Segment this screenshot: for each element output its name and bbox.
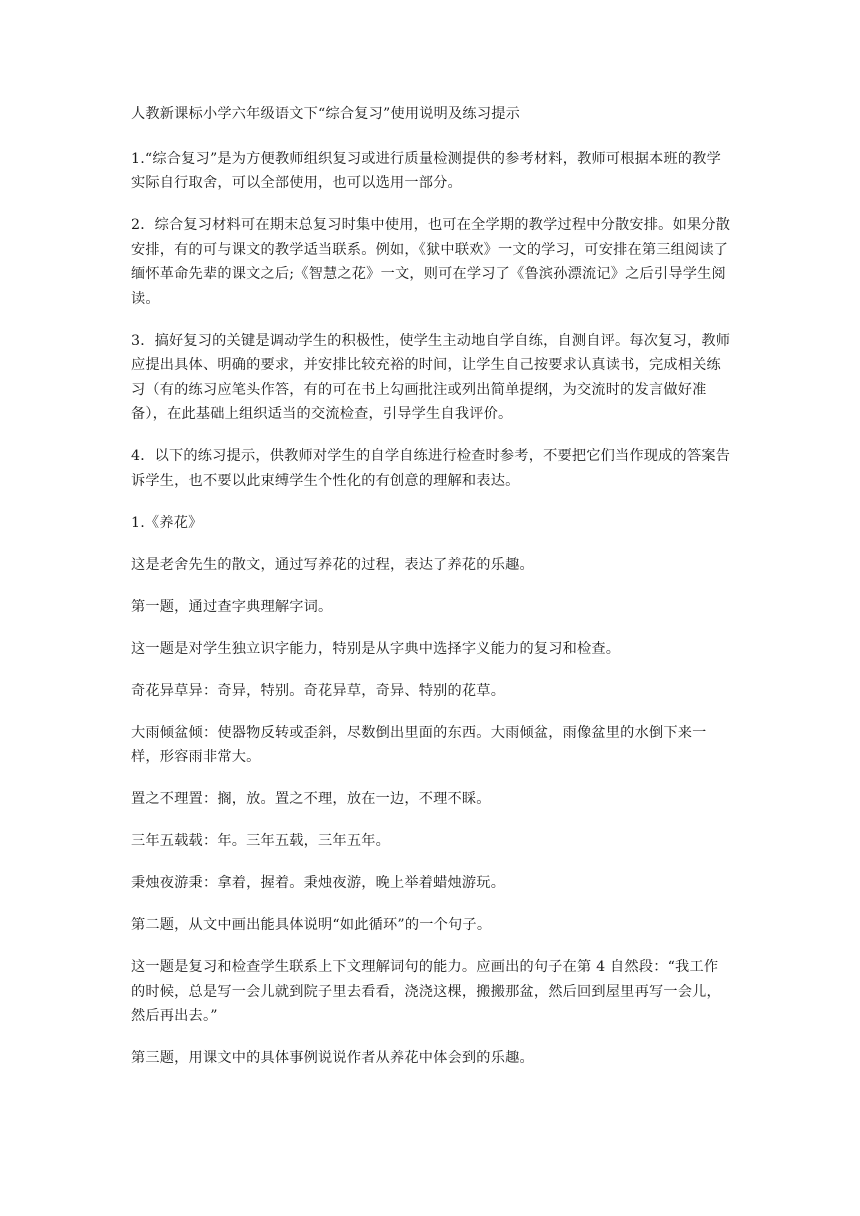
question-2-heading: 第二题，从文中画出能具体说明“如此循环”的一个句子。: [131, 917, 492, 933]
document-title: 人教新课标小学六年级语文下“综合复习”使用说明及练习提示: [131, 106, 520, 122]
question-1-explanation: 这一题是对学生独立识字能力，特别是从字典中选择字义能力的复习和检查。: [131, 640, 621, 657]
word-entry-qihuayicao: 奇花异草异：奇异，特别。奇花异草，奇异、特别的花草。: [131, 682, 506, 699]
question-2-explanation: 这一题是复习和检查学生联系上下文理解词句的能力。应画出的句子在第 4 自然段：“我工作的时候，总是写一会儿就到院子里去看看，浇浇这棵，搬搬那盆，然后回到屋里再写一会儿，然后再出去。”: [131, 959, 721, 1024]
word-entry-sannianwuzai: 三年五载载：年。三年五载，三年五年。: [131, 833, 390, 849]
word-entry-zhizhibuli: 置之不理置：搁，放。置之不理，放在一边，不理不睬。: [131, 791, 491, 807]
paragraph-usage-note-3: 3．搞好复习的关键是调动学生的积极性，使学生主动地自学自练，自测自评。每次复习，教师应提出具体、明确的要求，并安排比较充裕的时间，让学生自己按要求认真读书，完成相关练习（有的练习应笔头作答，有的可在书上勾画批注或列出简单提纲，为交流时的发言做好准备），在此基础上组织适当的交流检查，引导学生自我评价。: [131, 332, 731, 422]
document-body: [131, 102, 731, 1088]
paragraph-usage-note-2: 2．综合复习材料可在期末总复习时集中使用，也可在全学期的教学过程中分散安排。如果分散安排，有的可与课文的教学适当联系。例如，《狱中联欢》一文的学习，可安排在第三组阅读了缅怀革命先辈的课文之后;《智慧之花》一文，则可在学习了《鲁滨孙漂流记》之后引导学生阅读。: [131, 217, 731, 307]
paragraph-usage-note-1: 1.“综合复习”是为方便教师组织复习或进行质量检测提供的参考材料，教师可根据本班的教学实际自行取舍，可以全部使用，也可以选用一部分。: [131, 150, 721, 191]
paragraph-intro: 这是老舍先生的散文，通过写养花的过程，表达了养花的乐趣。: [131, 556, 534, 573]
question-3-heading: 第三题，用课文中的具体事例说说作者从养花中体会到的乐趣。: [131, 1050, 534, 1066]
word-entry-bingzhuyeyou: 秉烛夜游秉：拿着，握着。秉烛夜游，晚上举着蜡烛游玩。: [131, 875, 506, 891]
word-entry-dayuqingpen: 大雨倾盆倾：使器物反转或歪斜，尽数倒出里面的东西。大雨倾盆，雨像盆里的水倒下来一样，形容雨非常大。: [131, 724, 707, 765]
question-1-heading: 第一题，通过查字典理解字词。: [131, 598, 333, 615]
paragraph-usage-note-4: 4．以下的练习提示，供教师对学生的自学自练进行检查时参考，不要把它们当作现成的答案告诉学生，也不要以此束缚学生个性化的有创意的理解和表达。: [131, 448, 731, 489]
section-heading-yanghua: 1.《养花》: [131, 514, 203, 531]
